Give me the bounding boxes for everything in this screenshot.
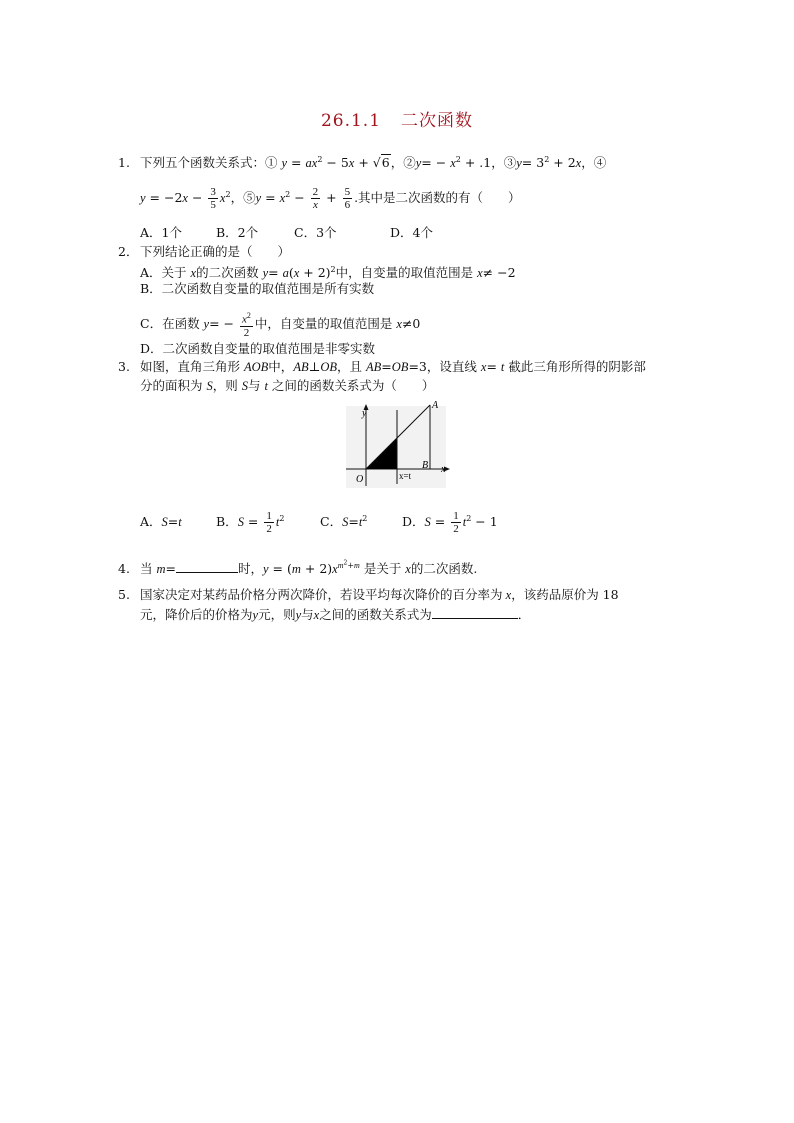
q2-a-formula: $y= a(x + 2)^2$ [262, 265, 336, 281]
q5-line2-e: ． [517, 607, 531, 622]
title-number: 26.1.1 [320, 111, 382, 131]
q3-number: 3. [118, 359, 130, 374]
q2-c-tail: 中，自变量的取值范围是 [254, 315, 397, 331]
label-o: O [356, 474, 364, 485]
q4-formula: $y = (m + 2)x^{m^2+m}$ [263, 559, 360, 576]
q3-line2: 分的面积为 S，则 S与 t 之间的函数关系式为（ ） [140, 378, 435, 393]
q3-line2-c: 与 [247, 378, 265, 393]
q1-choice-a[interactable]: A．1个 [140, 225, 182, 240]
q1-item3-mark: ③ [503, 155, 517, 171]
q3-line1: 3. 如图，直角三角形 AOB中，AB⊥OB，且 AB=OB=3，设直线 x= t 截此三角形所得的阴影部 [118, 359, 646, 374]
q3-triangle-figure [342, 398, 458, 492]
q1-number: 1. [118, 155, 130, 171]
q1-formula5: $y = x^2$ − $\frac{2}{x}$ + $\frac{5}{6}$ [255, 186, 351, 212]
label-x: x [441, 464, 446, 475]
q3-line2-d: 之间的函数关系式为（ ） [271, 378, 435, 393]
q3-line2-b: ，则 [212, 378, 242, 393]
q3-line1-b: 中， [268, 359, 294, 374]
q1-tail: .其中是二次函数的有（ ） [354, 190, 521, 206]
q1-line2: y = −2x − $\frac{3}{5}$ $x^2$，⑤y = $x^2$ − $\frac{2}{x}$ + $\frac{5}{6}$ .其中是二次函数的有（ ） [140, 186, 521, 212]
q2-option-c[interactable] [140, 310, 420, 339]
q2-stem-text: 下列结论正确的是（ ） [140, 244, 291, 259]
q4-var: m [156, 561, 166, 576]
label-y: y [362, 408, 367, 419]
q1-formula1: $y = ax^2 - 5x + √6$ [281, 155, 390, 171]
q1-lead: 下列五个函数关系式： [140, 155, 266, 171]
q2-stem [118, 243, 290, 261]
q3-choice-b[interactable]: B．S = $\frac{1}{2}$ $t^2$ [216, 510, 285, 536]
q3-line1-d: ，设直线 [426, 359, 481, 374]
q3-choices [140, 510, 498, 535]
q3-choice-c[interactable]: C．$S=t^2$ [320, 514, 368, 530]
q3-line1-a: 如图，直角三角形 [140, 359, 244, 374]
q2-option-d[interactable]: D．二次函数自变量的取值范围是非零实数 [140, 341, 376, 356]
q3-choice-c-label: C． [320, 514, 343, 530]
q5-answer-blank[interactable] [432, 606, 518, 619]
q1-item4-mark: ④ [593, 155, 607, 171]
q5-line1-b: ，该药品原价为 18 [511, 587, 619, 602]
q3-choice-b-label: B． [216, 514, 238, 530]
q4-mid: 时， [238, 560, 264, 576]
q1-item5-mark: ⑤ [243, 190, 256, 206]
q5-line1: 5. 国家决定对某药品价格分两次降价，若设平均每次降价的百分率为 x，该药品原价为 18 [118, 587, 619, 602]
q3-choice-d[interactable]: D．S = $\frac{1}{2}$ $t^2 - 1$ [402, 510, 498, 536]
q3-line2-a: 分的面积为 [140, 378, 207, 393]
q5-line2: 元，降价后的价格为y元，则y与x之间的函数关系式为 ． [140, 607, 531, 622]
q5-line2-text: 元，降价后的价格为 [140, 607, 253, 622]
q2-number: 2． [118, 244, 139, 259]
q4-tail2: 的二次函数. [410, 560, 478, 576]
q3-line1-c: ，且 [337, 359, 367, 374]
q5-line2-c: 与 [301, 607, 314, 622]
q1-choices [140, 224, 433, 242]
q4-eq: = [165, 560, 176, 576]
q3-choice-a-label: A． [140, 514, 162, 530]
q3-choice-d-label: D． [402, 514, 425, 530]
q2-c-lead: C．在函数 [140, 315, 204, 331]
q2-a-lead: A．关于 [140, 265, 191, 281]
q1-choice-d[interactable]: D．4个 [390, 225, 433, 240]
q1-line1: 1. 下列五个函数关系式：① $y = ax^2 - 5x + √6$，②y= − $x^2 + .1$，③y= $3^2 + 2x$，④ [118, 155, 607, 171]
q5-number: 5. [118, 587, 130, 602]
q1-item2-mark: ② [403, 155, 416, 171]
q4-lead: 当 [140, 560, 157, 576]
page-title [0, 106, 794, 131]
q2-option-a[interactable]: A．关于 x的二次函数 $y= a(x + 2)^2$中，自变量的取值范围是 x≠ −2 [140, 265, 516, 281]
label-x-equals-t: x=t [399, 471, 412, 481]
q1-formula4: y = −2x − $\frac{3}{5}$ $x^2$ [140, 186, 231, 212]
q1-choice-c[interactable]: C．3个 [294, 225, 337, 240]
q1-item1-mark: ① [265, 155, 278, 171]
q3-choice-a[interactable]: A．S=t [140, 514, 182, 530]
q1-choice-b[interactable]: B．2个 [216, 225, 259, 240]
q4-number: 4. [118, 560, 130, 576]
q5-line2-d: 之间的函数关系式为 [319, 607, 432, 622]
q2-a-mid: 的二次函数 [196, 265, 263, 281]
q4-answer-blank[interactable] [176, 560, 238, 573]
q5-line2-b: 元，则 [258, 607, 296, 622]
q4-line: 4. 当 m= 时，$y = (m + 2)x^{m^2+m}$ 是关于 x的二次函数. [118, 559, 478, 576]
q2-a-tail: 中，自变量的取值范围是 [335, 265, 478, 281]
label-b: B [422, 460, 429, 471]
q2-c-formula: y= − $\frac{x^2}{2}$ [203, 311, 251, 339]
label-a: A [432, 400, 439, 411]
q4-tail: 是关于 [363, 560, 406, 576]
q2-c-condition: x≠0 [396, 315, 421, 331]
q2-option-b[interactable]: B．二次函数自变量的取值范围是所有实数 [140, 281, 375, 296]
title-text: 二次函数 [401, 111, 474, 131]
q3-line1-e: 截此三角形所得的阴影部 [508, 359, 646, 374]
q2-a-condition: x≠ −2 [477, 265, 516, 281]
q1-formula3: $y= 3^2 + 2x$ [516, 155, 582, 171]
q5-line1-text: 国家决定对某药品价格分两次降价，若设平均每次降价的百分率为 [140, 587, 503, 602]
q1-formula2: $y= - x^2 + .1$ [415, 155, 492, 171]
